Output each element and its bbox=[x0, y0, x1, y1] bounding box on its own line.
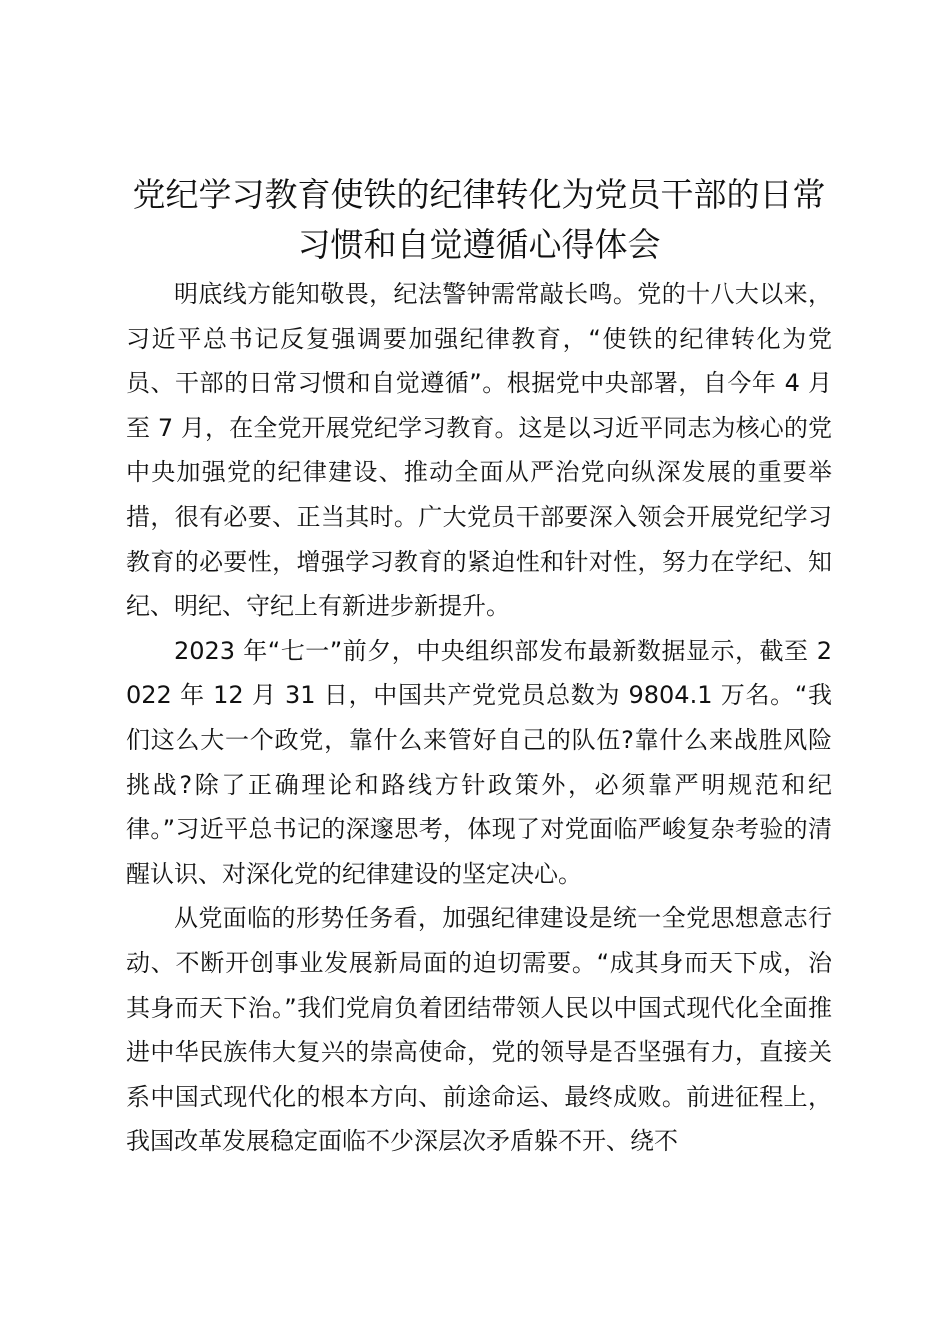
document-body bbox=[126, 272, 832, 1164]
paragraph-3: 从党面临的形势任务看，加强纪律建设是统一全党思想意志行动、不断开创事业发展新局面的迫切需要。“成其身而天下成，治其身而天下治。”我们党肩负着团结带领人民以中国式现代化全面推进中华民族伟大复兴的崇高使命，党的领导是否坚强有力，直接关系中国式现代化的根本方向、前途命运、最终成败。前进征程上，我国改革发展稳定面临不少深层次矛盾躲不开、绕不 bbox=[126, 904, 832, 1156]
paragraph-1: 明底线方能知敬畏，纪法警钟需常敲长鸣。党的十八大以来，习近平总书记反复强调要加强纪律教育，“使铁的纪律转化为党员、干部的日常习惯和自觉遵循”。根据党中央部署，自今年 4 月至 7 月，在全党开展党纪学习教育。这是以习近平同志为核心的党中央加强党的纪律建设、推动全面从严治党向纵深发展的重要举措，很有必要、正当其时。广大党员干部要深入领会开展党纪学习教育的必要性，增强学习教育的紧迫性和针对性，努力在学纪、知纪、明纪、守纪上有新进步新提升。 bbox=[126, 280, 832, 621]
document-title: 党纪学习教育使铁的纪律转化为党员干部的日常习惯和自觉遵循心得体会 bbox=[132, 175, 826, 264]
paragraph-2: 2023 年“七一”前夕，中央组织部发布最新数据显示，截至 2022 年 12 月 31 日，中国共产党党员总数为 9804.1 万名。“我们这么大一个政党，靠什么来管好自己的队伍?靠什么来战胜风险挑战?除了正确理论和路线方针政策外，必须靠严明规范和纪律。”习近平总书记的深邃思考，体现了对党面临严峻复杂考验的清醒认识、对深化党的纪律建设的坚定决心。 bbox=[126, 636, 832, 888]
